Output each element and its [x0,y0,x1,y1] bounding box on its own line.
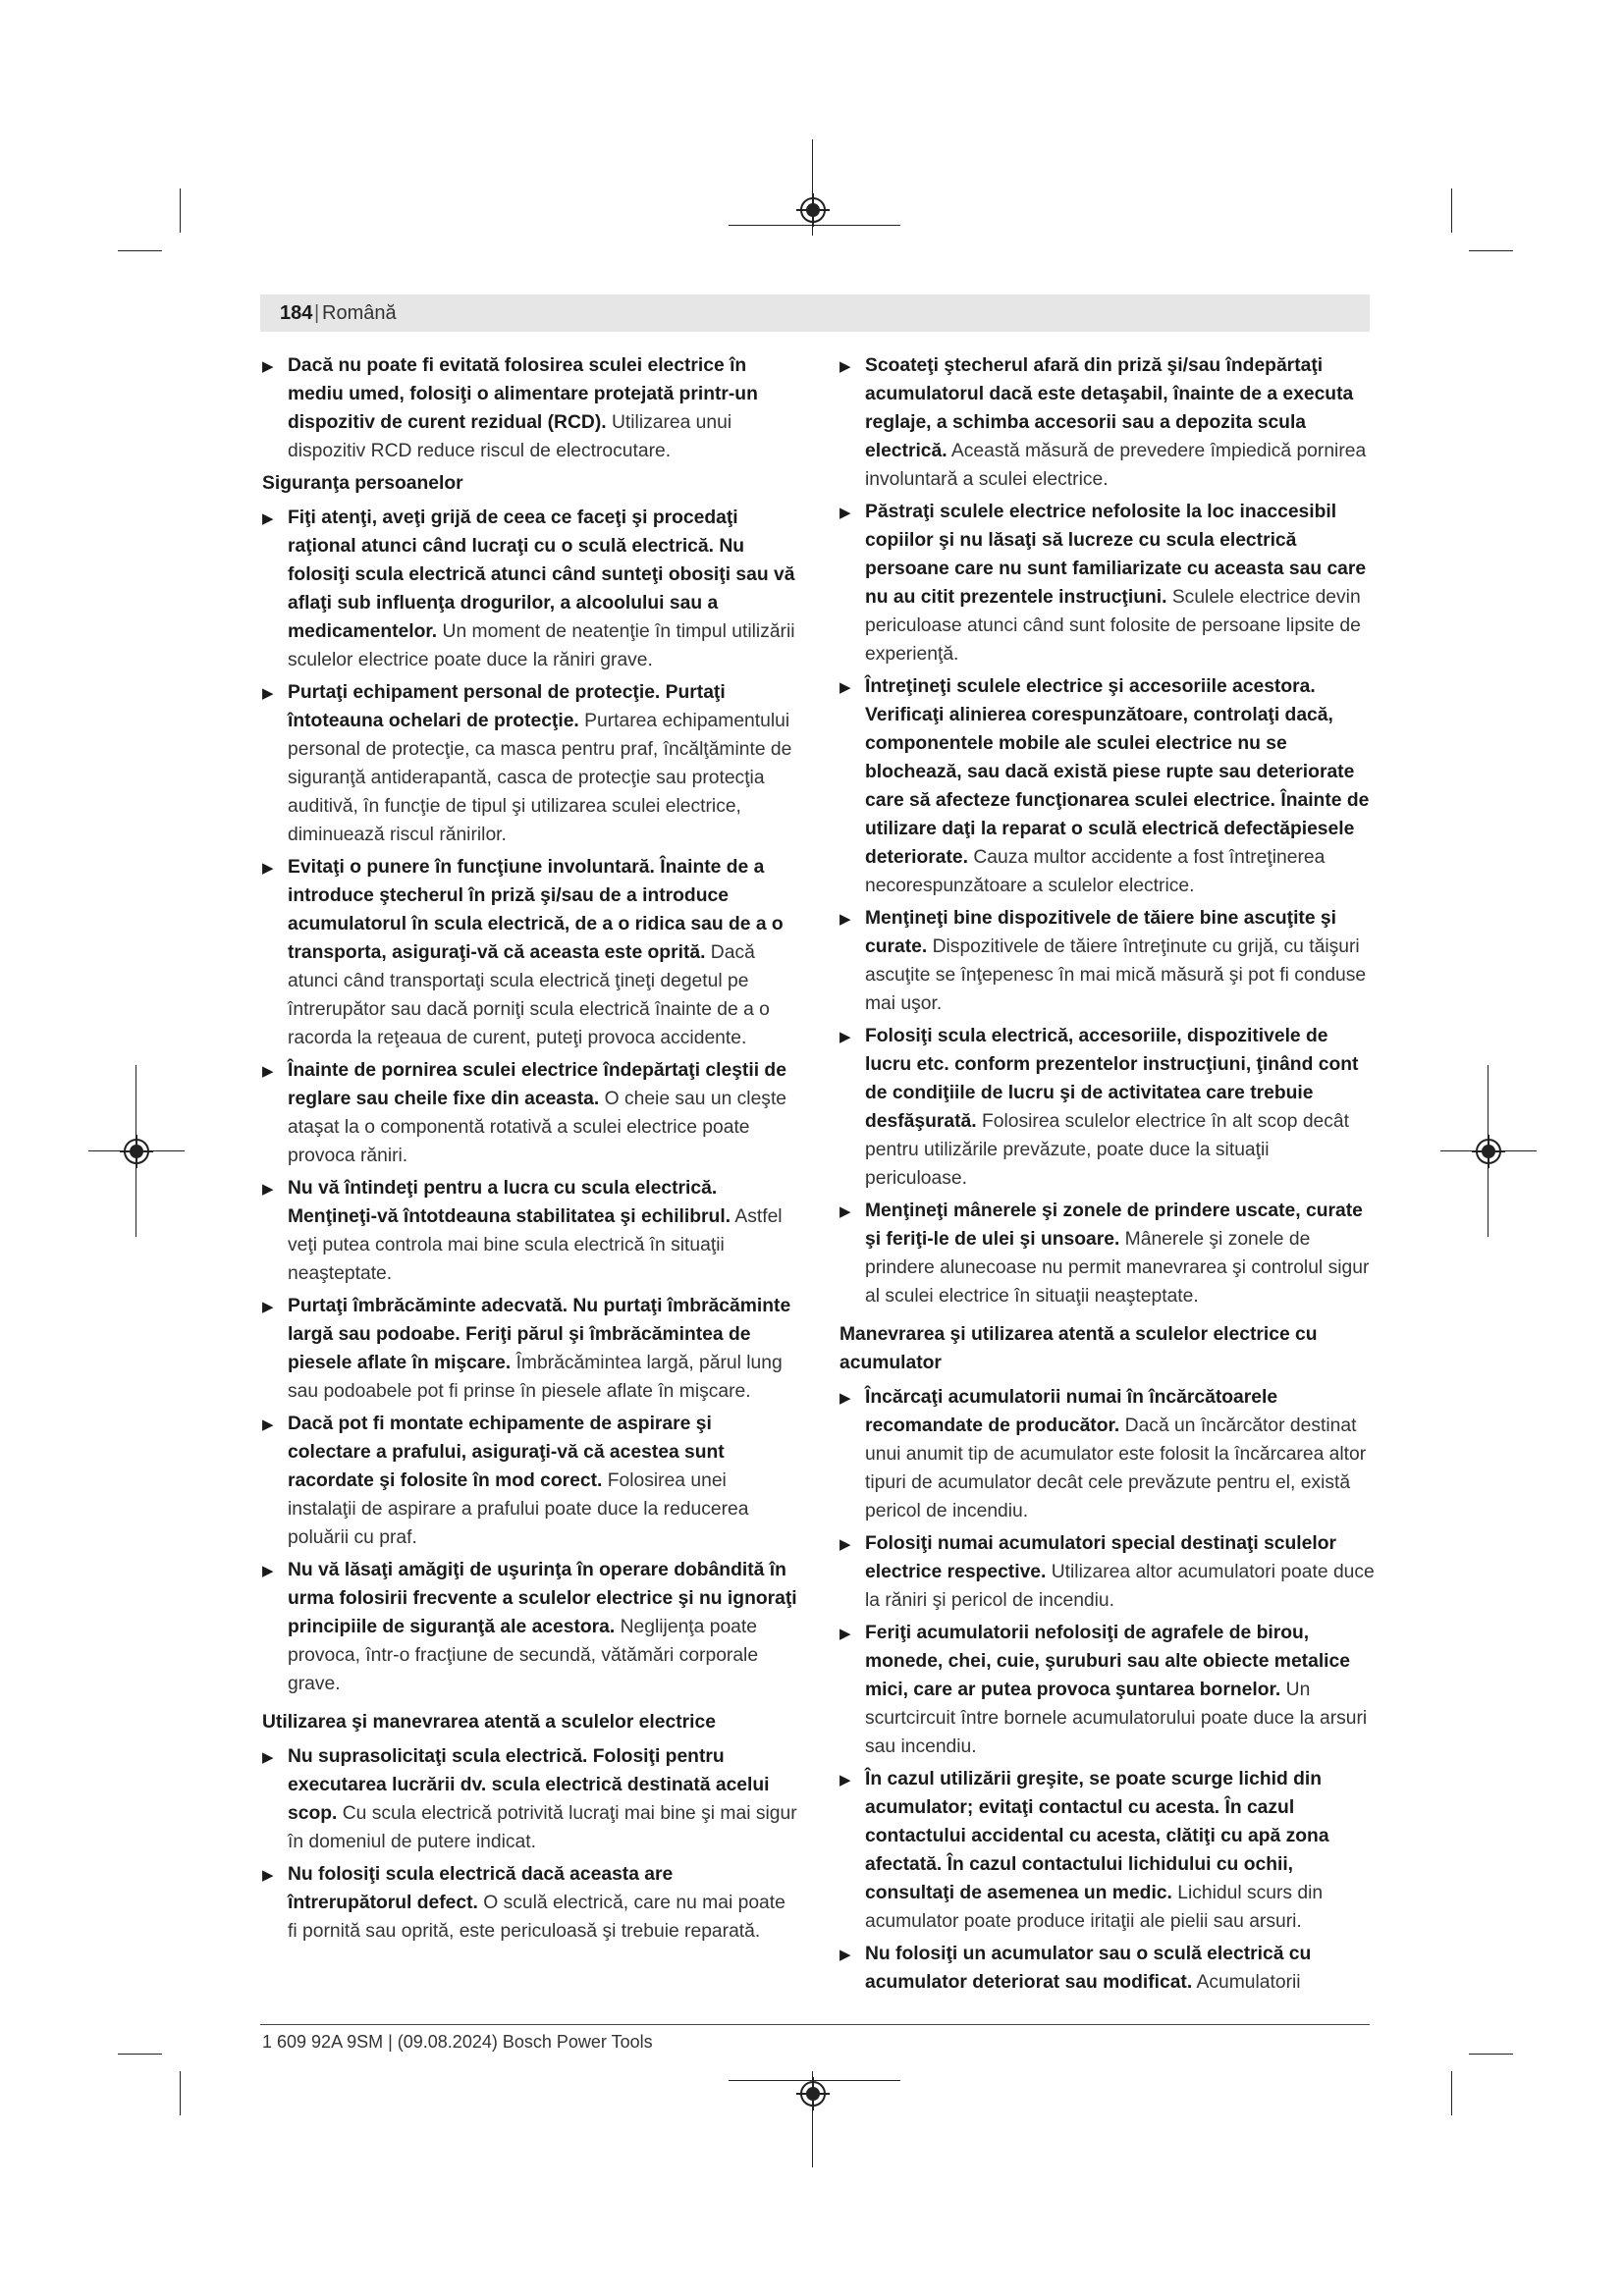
bullet-triangle-icon: ▶ [262,860,274,877]
bullet-item [262,1292,797,1406]
registration-target-icon [124,1139,149,1164]
section-heading-personal-safety: Siguranţa persoanelor [262,473,463,494]
bullet-item [839,1619,1375,1761]
bullet-bold-text: Menţineţi mânerele şi zonele de prindere uscate, curate şi feriţi-le de ulei şi unsoare. [865,1201,1363,1250]
bullet-triangle-icon: ▶ [262,1063,274,1080]
bullet-bold-text: În cazul utilizării greşite, se poate scurge lichid din acumulator; evitaţi contactul cu acesta. În cazul contactului accidental cu acesta, clătiţi cu apă zona afectată. În cazul contactului lichidului cu ochii, consultaţi de asemenea un medic. [865,1769,1329,1903]
bullet-item [839,1197,1375,1310]
crop-mark [118,250,162,251]
bullet-body-text: Dacă atunci când transportaţi scula electrică ţineţi degetul pe întrerupător sau dacă porniţi scula electrică înainte de a o racorda la reţeaua de curent, puteţi provoca accidente. [288,942,770,1048]
bullet-body-text: Un moment de neatenţie în timpul utilizării sculelor electrice poate duce la răniri grave. [288,621,795,670]
bullet-triangle-icon: ▶ [839,1947,851,1963]
bullet-bold-text: Scoateţi ştecherul afară din priză şi/sau îndepărtaţi acumulatorul dacă este detaşabil, înainte de a executa reglaje, a schimba accesorii sau a depozita scula electrică. [865,355,1354,461]
bullet-body-text: Cauza multor accidente a fost întreţinerea necorespunzătoare a sculelor electrice. [865,847,1326,896]
crop-mark [180,188,181,233]
bullet-item [839,1383,1375,1525]
bullet-item [262,1556,797,1698]
bullet-bold-text: Nu folosiţi un acumulator sau o sculă electrică cu acumulator deteriorat sau modificat. [865,1944,1312,1993]
bullet-bold-text: Menţineţi bine dispozitivele de tăiere bine ascuţite şi curate. [865,908,1337,957]
page-footer: 1 609 92A 9SM | (09.08.2024) Bosch Power Tools [262,2032,653,2052]
bullet-bold-text: Păstraţi sculele electrice nefolosite la loc inaccesibil copiilor şi nu lăsaţi să lucreze cu scula electrică persoane care nu sunt familiarizate cu aceasta sau care nu au citit prezentele instrucţiuni. [865,502,1367,608]
registration-target-icon [800,197,826,223]
crop-mark [118,2054,162,2055]
bullet-bold-text: Purtaţi echipament personal de protecţie. Purtaţi întoteauna ochelari de protecţie. [288,682,726,731]
bullet-triangle-icon: ▶ [262,685,274,702]
bullet-item [262,678,797,849]
crop-mark [1451,188,1452,233]
crop-mark [180,2071,181,2115]
bullet-body-text: Purtarea echipamentului personal de protecţie, ca masca pentru praf, încălţăminte de siguranţă antiderapantă, casca de protecţie sau protecţia auditivă, în funcţie de tipul şi utilizarea sculei electrice, diminuează riscul rănirilor. [288,711,792,845]
bullet-body-text: Utilizarea altor acumulatori poate duce la răniri şi pericol de incendiu. [865,1562,1375,1611]
bullet-item [262,853,797,1052]
bullet-triangle-icon: ▶ [262,1563,274,1579]
bullet-item [839,1022,1375,1193]
page-header [260,294,1370,332]
bullet-item [839,1529,1375,1615]
bullet-bold-text: Evitaţi o punere în funcţiune involuntară. Înainte de a introduce ştecherul în priză şi/sau de a introduce acumulatorul în scula electrică, de a o ridica sau de a o transporta, asiguraţi-vă că aceasta este oprită. [288,857,784,963]
bullet-body-text: Lichidul scurs din acumulator poate produce iritaţii ale pielii sau arsuri. [865,1883,1324,1932]
bullet-bold-text: Fiţi atenţi, aveţi grijă de ceea ce faceţi şi procedaţi raţional atunci când lucraţi cu o sculă electrică. Nu folosiţi scula electrică atunci când sunteţi obosiţi sau vă aflaţi sub influenţa drogurilor, a alcoolului sau a medicamentelor. [288,507,795,642]
bullet-triangle-icon: ▶ [839,911,851,928]
bullet-body-text: Cu scula electrică potrivită lucraţi mai bine şi mai sigur în domeniul de putere indicat. [288,1803,797,1852]
left-items-b [262,504,797,1698]
bullet-item [839,672,1375,900]
bullet-item [262,504,797,674]
bullet-body-text: Dacă un încărcător destinat unui anumit tip de acumulator este folosit la încărcarea altor tipuri de acumulator decât cele prevăzute pentru el, există pericol de incendiu. [865,1415,1367,1522]
bullet-bold-text: Întreţineţi sculele electrice şi accesoriile acestora. Verificaţi alinierea corespunzătoare, controlaţi dacă, componentele mobile ale sculei electrice nu se blochează, sau dacă există piese rupte sau deteriorate care să afecteze funcţionarea sculei electrice. Înainte de utilizare daţi la reparat o sculă electrică defectăpiesele deteriorate. [865,676,1370,868]
bullet-triangle-icon: ▶ [839,1772,851,1789]
bullet-item [262,1174,797,1288]
bullet-bold-text: Folosiţi scula electrică, accesoriile, dispozitivele de lucru etc. conform prezentelor instrucţiuni, ţinând cont de condiţiile de lucru şi de activitatea care trebuie desfăşurată. [865,1026,1359,1132]
crop-mark [1451,2071,1452,2115]
bullet-triangle-icon: ▶ [262,510,274,527]
left-items-c [262,1742,797,1946]
bullet-body-text: Această măsură de prevedere împiedică pornirea involuntară a sculei electrice. [865,441,1367,490]
bullet-body-text: Utilizarea unui dispozitiv RCD reduce riscul de electrocutare. [288,412,732,461]
bullet-triangle-icon: ▶ [839,1029,851,1045]
section-heading-battery-tools: Manevrarea şi utilizarea atentă a sculelor electrice cu acumulator [839,1324,1318,1373]
bullet-triangle-icon: ▶ [262,1867,274,1884]
bullet-item [262,351,797,465]
bullet-triangle-icon: ▶ [839,505,851,521]
crop-mark [1469,250,1513,251]
bullet-body-text: Îmbrăcămintea largă, părul lung sau podoabele pot fi prinse în piesele aflate în mişcare. [288,1353,783,1402]
bullet-triangle-icon: ▶ [839,1626,851,1642]
left-column [262,351,797,1949]
bullet-body-text: Sculele electrice devin periculoase atunci când sunt folosite de persoane lipsite de experienţă. [865,587,1361,665]
bullet-body-text: Neglijenţa poate provoca, într-o fracţiune de secundă, vătămări corporale grave. [288,1617,759,1694]
bullet-triangle-icon: ▶ [262,1181,274,1198]
crop-mark [1469,2054,1513,2055]
right-column [839,351,1375,2001]
bullet-bold-text: Încărcaţi acumulatorii numai în încărcătoarele recomandate de producător. [865,1387,1278,1436]
bullet-body-text: Acumulatorii [1192,1972,1301,1993]
bullet-body-text: Mânerele şi zonele de prindere alunecoase nu permit manevrarea şi controlul sigur al sculei electrice în situaţii neaşteptate. [865,1229,1370,1307]
bullet-item [839,498,1375,668]
right-items-b [839,1383,1375,1997]
bullet-triangle-icon: ▶ [839,358,851,375]
registration-target-icon [1476,1139,1501,1164]
bullet-triangle-icon: ▶ [262,1416,274,1433]
bullet-body-text: O cheie sau un cleşte ataşat la o componentă rotativă a sculei electrice poate provoca răniri. [288,1089,787,1166]
footer-rule [260,2024,1370,2025]
section-heading-tool-use: Utilizarea şi manevrarea atentă a sculelor electrice [262,1712,716,1733]
bullet-item [262,1410,797,1552]
registration-line [729,225,900,226]
bullet-bold-text: Înainte de pornirea sculei electrice îndepărtaţi cleştii de reglare sau cheile fixe din aceasta. [288,1060,786,1109]
bullet-triangle-icon: ▶ [839,1536,851,1553]
bullet-item [262,1742,797,1856]
bullet-triangle-icon: ▶ [262,1749,274,1766]
bullet-item [839,1940,1375,1997]
bullet-bold-text: Nu suprasolicitaţi scula electrică. Folosiţi pentru executarea lucrării dv. scula electrică destinată acelui scop. [288,1746,770,1824]
bullet-body-text: Dispozitivele de tăiere întreţinute cu grijă, cu tăişuri ascuţite se înţepenesc în mai mică măsură şi pot fi conduse mai uşor. [865,936,1367,1014]
header-separator: | [314,302,320,324]
bullet-bold-text: Nu vă întindeţi pentru a lucra cu scula electrică. Menţineţi-vă întotdeauna stabilitatea şi echilibrul. [288,1178,731,1227]
bullet-bold-text: Purtaţi îmbrăcăminte adecvată. Nu purtaţi îmbrăcăminte largă sau podoabe. Feriţi părul şi îmbrăcămintea de piesele aflate în mişcare. [288,1296,791,1373]
bullet-item [839,904,1375,1018]
registration-target-icon [800,2081,826,2107]
bullet-body-text: O sculă electrică, care nu mai poate fi pornită sau oprită, este periculoasă şi trebuie reparată. [288,1893,785,1942]
bullet-triangle-icon: ▶ [839,1390,851,1407]
bullet-item [839,1765,1375,1936]
bullet-body-text: Astfel veţi putea controla mai bine scula electrică în situaţii neaşteptate. [288,1206,783,1284]
bullet-body-text: Folosirea sculelor electrice în alt scop decât pentru utilizările prevăzute, poate duce la situaţii periculoase. [865,1111,1349,1189]
bullet-bold-text: Nu folosiţi scula electrică dacă aceasta are întrerupătorul defect. [288,1864,674,1913]
bullet-bold-text: Folosiţi numai acumulatori special destinaţi sculelor electrice respective. [865,1533,1337,1582]
bullet-triangle-icon: ▶ [839,1203,851,1220]
bullet-bold-text: Nu vă lăsaţi amăgiţi de uşurinţa în operare dobândită în urma folosirii frecvente a sculelor electrice şi nu ignoraţi principiile de siguranţă ale acestora. [288,1560,797,1637]
bullet-body-text: Un scurtcircuit între bornele acumulatorului poate duce la arsuri sau incendiu. [865,1680,1368,1757]
bullet-item [262,1860,797,1946]
bullet-triangle-icon: ▶ [262,358,274,375]
bullet-bold-text: Dacă nu poate fi evitată folosirea sculei electrice în mediu umed, folosiţi o alimentare protejată printr-un dispozitiv de curent rezidual (RCD). [288,355,758,433]
bullet-body-text: Folosirea unei instalaţii de aspirare a prafului poate duce la reducerea poluării cu praf. [288,1470,749,1548]
bullet-triangle-icon: ▶ [839,679,851,696]
left-items-a [262,351,797,465]
bullet-bold-text: Dacă pot fi montate echipamente de aspirare şi colectare a prafului, asiguraţi-vă că acestea sunt racordate şi folosite în mod corect. [288,1414,725,1491]
bullet-item [839,351,1375,494]
bullet-triangle-icon: ▶ [262,1299,274,1315]
bullet-item [262,1056,797,1170]
header-language: Română [322,302,397,324]
right-items-a [839,351,1375,1310]
page-number: 184 [280,302,313,324]
bullet-bold-text: Feriţi acumulatorii nefolosiţi de agrafele de birou, monede, chei, cuie, şuruburi sau alte obiecte metalice mici, care ar putea provoca şuntarea bornelor. [865,1623,1350,1700]
